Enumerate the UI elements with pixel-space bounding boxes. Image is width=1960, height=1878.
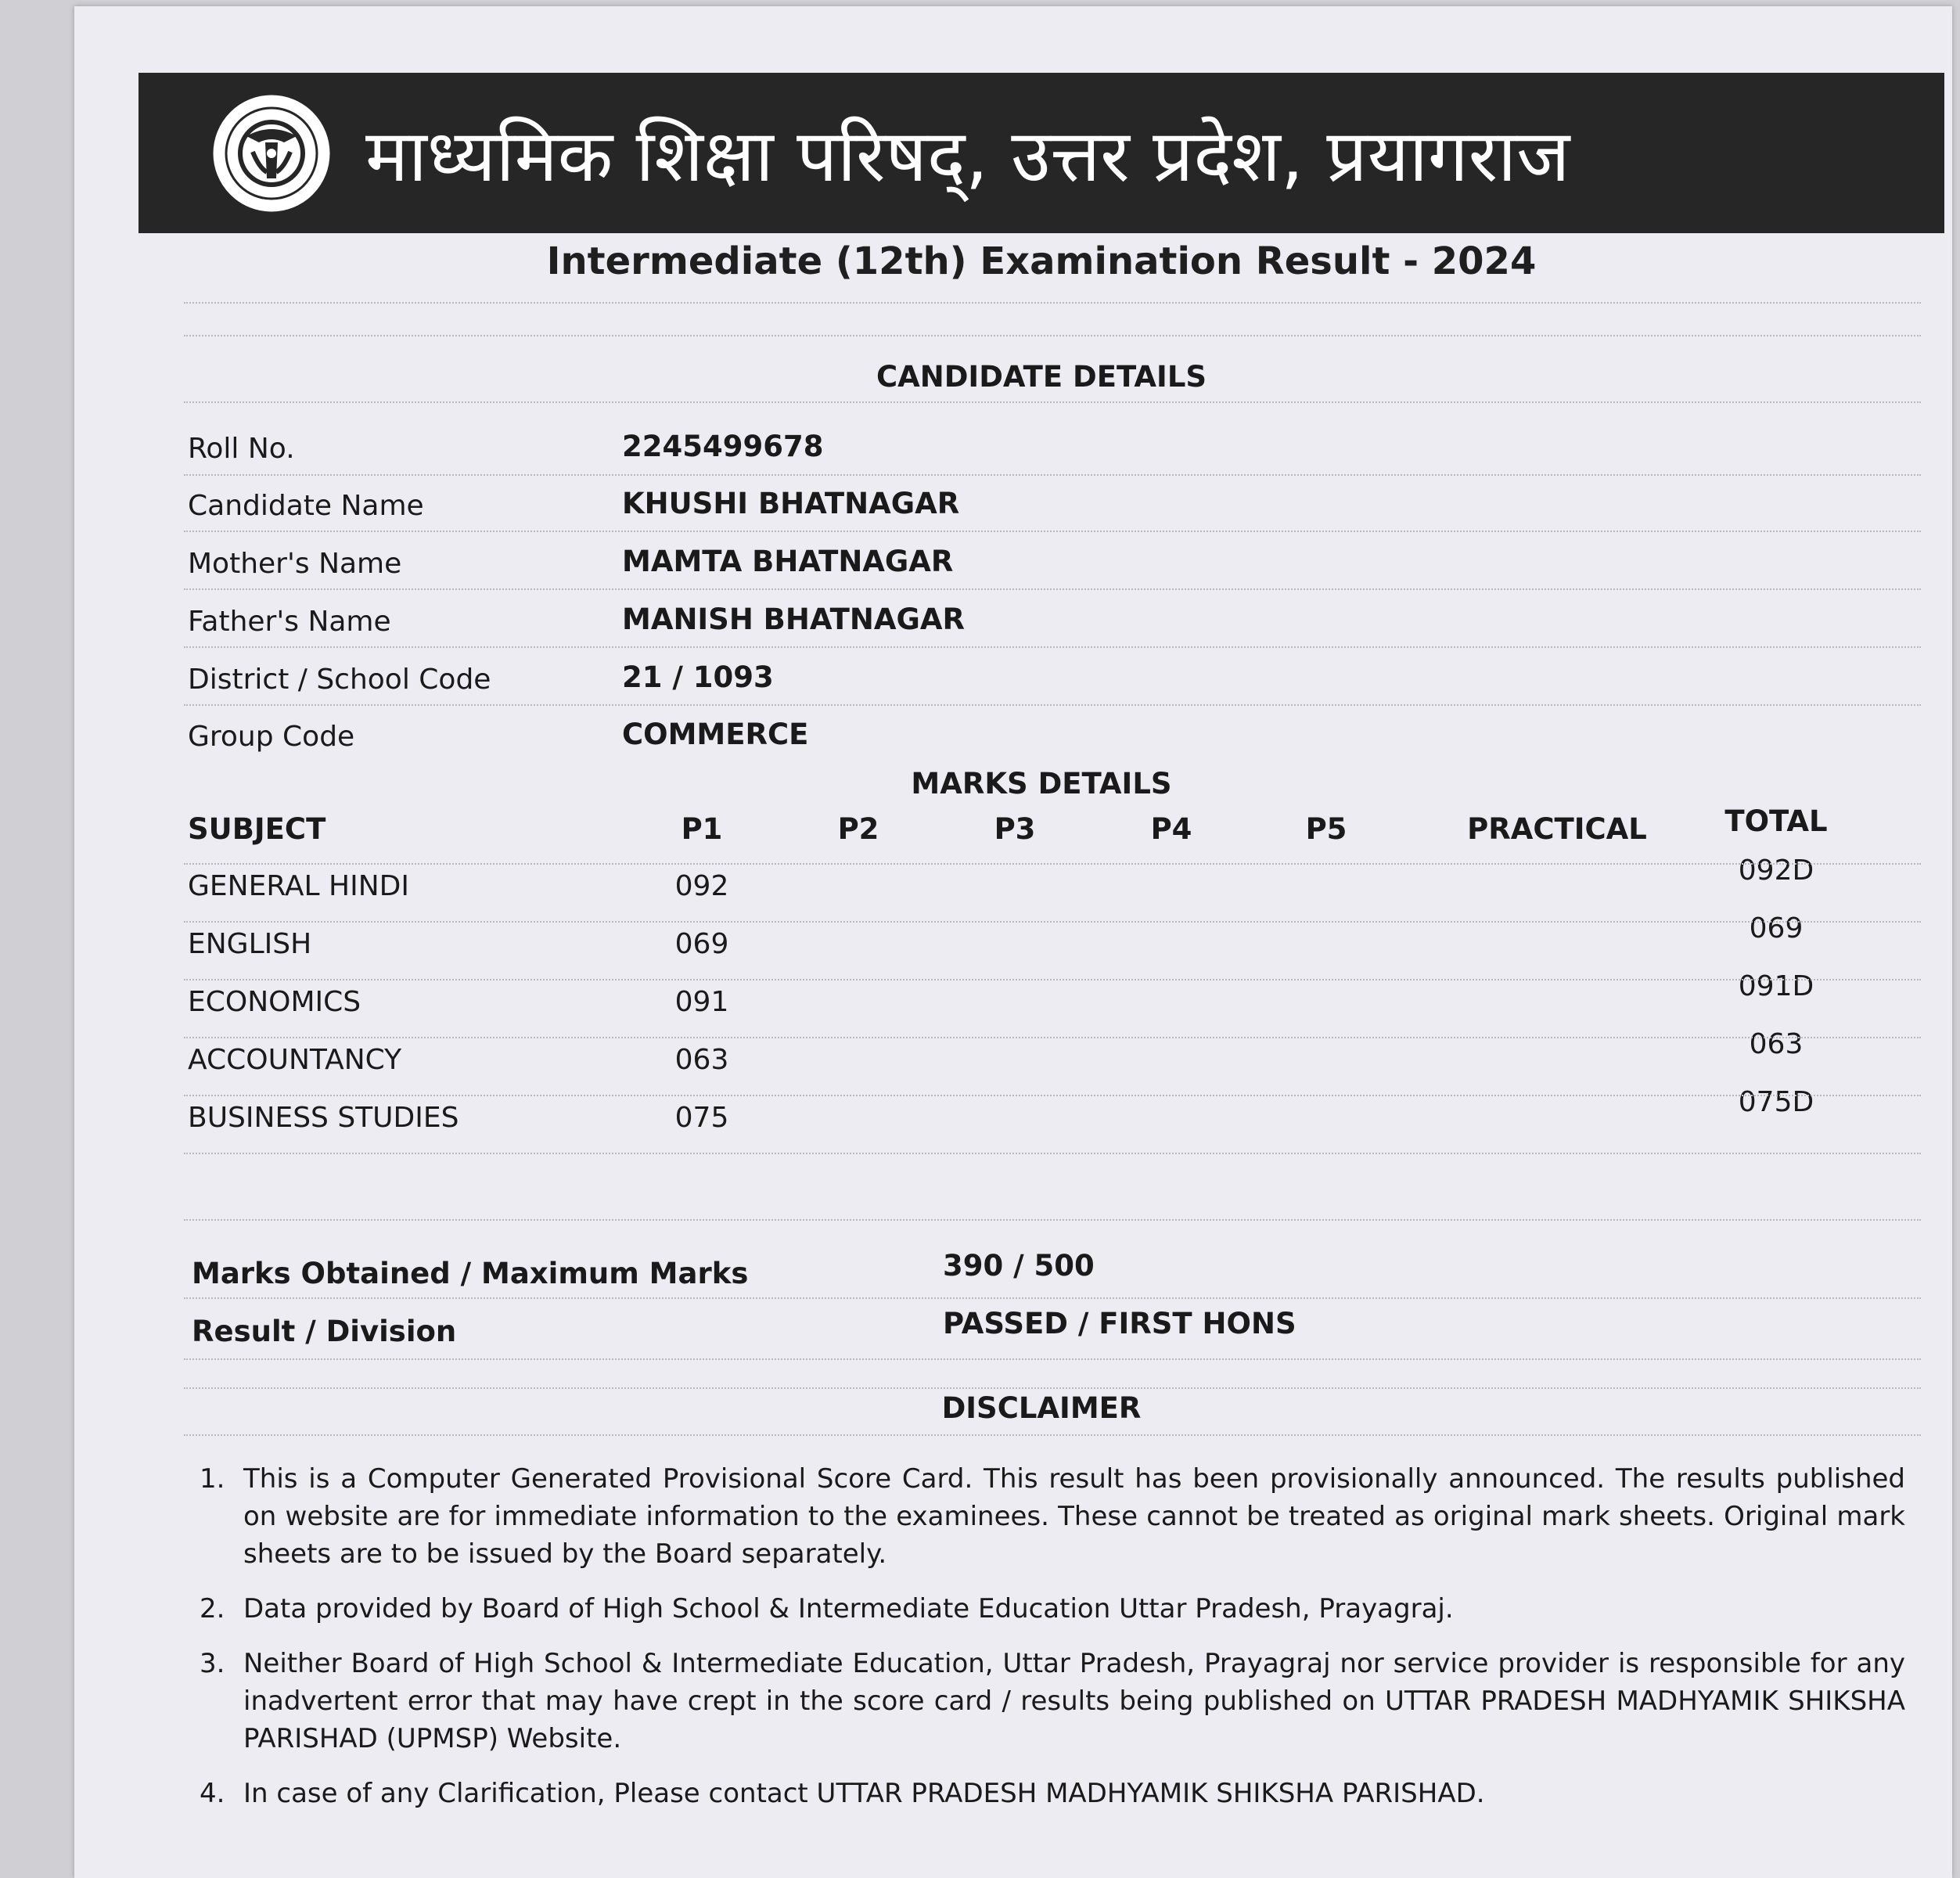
- candidate-row-district-school: [188, 660, 1909, 718]
- marks-obtained-value: 390 / 500: [943, 1249, 1095, 1283]
- list-item: [200, 1460, 1905, 1573]
- field-value: 2245499678: [622, 430, 824, 463]
- total-cell: 069: [1749, 912, 1804, 944]
- table-row: [188, 1086, 1925, 1160]
- table-row: [188, 912, 1925, 986]
- field-value: KHUSHI BHATNAGAR: [622, 487, 960, 520]
- item-number: 1.: [200, 1463, 225, 1495]
- item-text: In case of any Clarification, Please contact UTTAR PRADESH MADHYAMIK SHIKSHA PARISHAD.: [243, 1778, 1485, 1809]
- list-item: [200, 1645, 1905, 1757]
- list-item: [200, 1775, 1905, 1812]
- p1-cell: 092: [674, 870, 729, 902]
- marks-obtained-row: [192, 1249, 1913, 1311]
- divider: [184, 1095, 1921, 1096]
- marks-table-header: [188, 804, 1925, 870]
- divider: [184, 863, 1921, 865]
- total-cell: 092D: [1738, 854, 1814, 887]
- divider: [184, 302, 1921, 304]
- result-division-label: Result / Division: [192, 1315, 457, 1348]
- divider: [184, 1037, 1921, 1038]
- candidate-row-father: [188, 603, 1909, 660]
- item-number: 4.: [200, 1778, 225, 1809]
- field-value: MAMTA BHATNAGAR: [622, 545, 954, 578]
- divider: [184, 335, 1921, 336]
- field-label: District / School Code: [188, 664, 491, 696]
- divider: [184, 588, 1921, 590]
- total-cell: 063: [1749, 1028, 1804, 1060]
- divider: [184, 1219, 1921, 1221]
- field-label: Group Code: [188, 721, 355, 753]
- marks-obtained-label: Marks Obtained / Maximum Marks: [192, 1257, 749, 1290]
- divider: [184, 1297, 1921, 1299]
- field-value: COMMERCE: [622, 718, 809, 751]
- score-card-sheet: [74, 6, 1952, 1878]
- table-row: [188, 854, 1925, 928]
- divider: [184, 1387, 1921, 1389]
- table-row: [188, 1028, 1925, 1102]
- field-label: Roll No.: [188, 433, 295, 465]
- divider: [184, 531, 1921, 532]
- candidate-row-mother: [188, 545, 1909, 603]
- subject-cell: BUSINESS STUDIES: [188, 1102, 459, 1134]
- column-header-practical: PRACTICAL: [1467, 812, 1647, 846]
- divider: [184, 921, 1921, 923]
- field-label: Candidate Name: [188, 490, 424, 522]
- column-header-total: TOTAL: [1724, 804, 1828, 838]
- field-value: 21 / 1093: [622, 660, 774, 694]
- subject-cell: GENERAL HINDI: [188, 870, 409, 902]
- item-text: This is a Computer Generated Provisional Score Card. This result has been provisionally announced. The results published on website are for immediate information to the examinees. These cannot be treated as original mark sheets. Original mark sheets are to be issued by the Board separately.: [243, 1463, 1905, 1570]
- field-label: Mother's Name: [188, 548, 402, 580]
- divider: [184, 474, 1921, 476]
- item-text: Data provided by Board of High School & Intermediate Education Uttar Pradesh, Prayagraj.: [243, 1593, 1454, 1624]
- subject-cell: ECONOMICS: [188, 986, 361, 1018]
- p1-cell: 091: [674, 986, 729, 1018]
- table-row: [188, 970, 1925, 1044]
- divider: [184, 1434, 1921, 1436]
- divider: [184, 704, 1921, 706]
- p1-cell: 069: [674, 928, 729, 960]
- header-banner: [138, 73, 1944, 233]
- item-number: 3.: [200, 1648, 225, 1679]
- column-header-subject: SUBJECT: [188, 812, 326, 846]
- total-cell: 091D: [1738, 970, 1814, 1002]
- column-header-p5: P5: [1305, 812, 1347, 846]
- result-division-row: [192, 1307, 1913, 1369]
- divider: [184, 979, 1921, 980]
- p1-cell: 075: [674, 1102, 729, 1134]
- divider: [184, 1358, 1921, 1360]
- p1-cell: 063: [674, 1044, 729, 1076]
- marks-details-heading: MARKS DETAILS: [911, 767, 1172, 800]
- column-header-p3: P3: [994, 812, 1036, 846]
- total-cell: 075D: [1738, 1086, 1814, 1118]
- candidate-details-heading: CANDIDATE DETAILS: [876, 360, 1207, 394]
- divider: [184, 1153, 1921, 1154]
- column-header-p2: P2: [837, 812, 879, 846]
- item-number: 2.: [200, 1593, 225, 1624]
- field-value: MANISH BHATNAGAR: [622, 603, 965, 636]
- board-name: माध्यमिक शिक्षा परिषद्, उत्तर प्रदेश, प्रयागराज: [365, 114, 1570, 198]
- upmsp-seal-icon: [209, 91, 334, 216]
- exam-title: Intermediate (12th) Examination Result - 2024: [546, 239, 1537, 283]
- field-label: Father's Name: [188, 606, 391, 638]
- candidate-row-roll-no: [188, 430, 1909, 487]
- result-division-value: PASSED / FIRST HONS: [943, 1307, 1296, 1340]
- disclaimer-list: [200, 1460, 1905, 1829]
- column-header-p4: P4: [1150, 812, 1192, 846]
- divider: [184, 401, 1921, 403]
- list-item: [200, 1590, 1905, 1628]
- candidate-row-name: [188, 487, 1909, 545]
- disclaimer-heading: DISCLAIMER: [941, 1391, 1142, 1425]
- subject-cell: ACCOUNTANCY: [188, 1044, 402, 1076]
- subject-cell: ENGLISH: [188, 928, 312, 960]
- divider: [184, 646, 1921, 648]
- column-header-p1: P1: [681, 812, 723, 846]
- item-text: Neither Board of High School & Intermediate Education, Uttar Pradesh, Prayagraj nor service provider is responsible for any inadvertent error that may have crept in the score card / results being published on UTTAR PRADESH MADHYAMIK SHIKSHA PARISHAD (UPMSP) Website.: [243, 1648, 1905, 1754]
